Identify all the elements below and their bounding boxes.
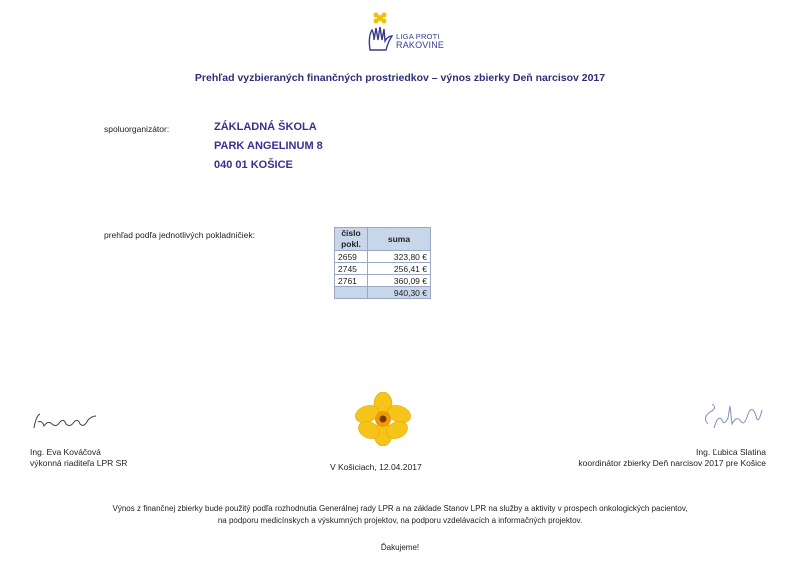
liga-logo <box>364 10 454 58</box>
logo-line2: RAKOVINE <box>396 40 445 50</box>
school-street: PARK ANGELINUM 8 <box>214 140 323 152</box>
left-signature-icon <box>30 410 110 434</box>
footer-line1: Výnos z finančnej zbierky bude použitý podľa rozhodnutia Generálnej rady LPR a na základe Stanov LPR na služby a aktivity v prospech onkologických pacientov, <box>112 504 688 513</box>
table-row <box>335 251 431 263</box>
left-signatory-name: Ing. Eva Kováčová <box>30 447 101 457</box>
right-signatory-name: Ing. Ľubica Slatina <box>696 447 766 457</box>
box-number: 2659 <box>335 251 368 263</box>
header-box-number-line1: číslo <box>341 228 361 238</box>
boxes-table <box>334 227 431 299</box>
school-city: 040 01 KOŠICE <box>214 159 293 171</box>
thanks-text: Ďakujeme! <box>380 543 420 552</box>
total-blank-cell <box>335 287 368 299</box>
footer-text <box>0 503 800 527</box>
header-box-number <box>335 228 368 251</box>
table-total-row <box>335 287 431 299</box>
box-sum: 360,09 € <box>368 275 431 287</box>
coorganizer-label: spoluorganizátor: <box>104 124 170 134</box>
right-signature-icon <box>700 400 770 434</box>
school-name: ZÁKLADNÁ ŠKOLA <box>214 121 317 133</box>
logo-line1: LIGA PROTI <box>396 32 440 41</box>
header-sum: suma <box>368 228 431 251</box>
table-row <box>335 275 431 287</box>
box-sum: 323,80 € <box>368 251 431 263</box>
logo-text <box>396 32 444 50</box>
box-number: 2761 <box>335 275 368 287</box>
right-signatory <box>578 447 766 469</box>
place-date: V Košiciach, 12.04.2017 <box>330 462 422 472</box>
table-header-row <box>335 228 431 251</box>
table-row <box>335 263 431 275</box>
footer-line2: na podporu medicínskych a výskumných projektov, na podporu vzdelávacích a informačných projektov. <box>217 516 583 525</box>
box-number: 2745 <box>335 263 368 275</box>
hand-daffodil-logo-icon <box>364 10 398 54</box>
boxes-label: prehľad podľa jednotlivých pokladničiek: <box>104 230 255 240</box>
right-signatory-role: koordinátor zbierky Deň narcisov 2017 pre Košice <box>578 458 766 468</box>
document-title: Prehľad vyzbieraných finančných prostriedkov – výnos zbierky Deň narcisov 2017 <box>194 72 606 84</box>
total-sum: 940,30 € <box>368 287 431 299</box>
left-signatory <box>30 447 127 469</box>
left-signatory-role: výkonná riaditeľa LPR SR <box>30 458 128 468</box>
box-sum: 256,41 € <box>368 263 431 275</box>
daffodil-icon <box>355 392 411 446</box>
header-box-number-line2: pokl. <box>341 239 361 249</box>
school-address <box>214 118 323 175</box>
